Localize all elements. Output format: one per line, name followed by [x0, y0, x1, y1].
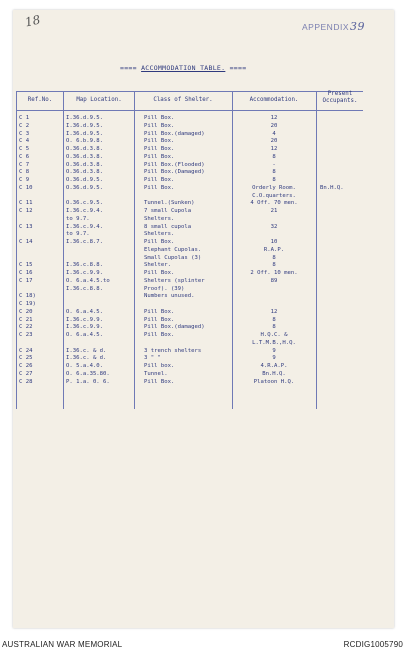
cell-map-location: O. 6.a.4.5.to	[66, 277, 110, 284]
cell-ref-no: C 7	[19, 161, 30, 168]
cell-class-of-shelter: Pill Box.(Damaged)	[144, 169, 205, 176]
cell-map-location: I.36.c.9.9.	[66, 324, 104, 331]
cell-accommodation: 8	[272, 316, 276, 323]
cell-accommodation: -	[272, 161, 276, 168]
cell-ref-no: C 27	[19, 370, 33, 377]
cell-accommodation: 89	[270, 277, 278, 284]
cell-class-of-shelter: Shelters (splinter	[144, 277, 205, 284]
cell-ref-no: C 24	[19, 347, 33, 354]
header-accommodation: Accommodation.	[249, 97, 299, 103]
cell-accommodation: 4.R.A.P.	[260, 363, 288, 369]
cell-accommodation: 20	[270, 138, 278, 145]
cell-class-of-shelter: 7 small Cupola	[144, 208, 192, 214]
cell-accommodation: 21	[270, 208, 278, 214]
cell-ref-no: C 11	[19, 200, 33, 207]
cell-accommodation: 8	[272, 254, 276, 261]
cell-class-of-shelter: Pill Box.	[144, 316, 175, 323]
cell-map-location: I.36.d.9.5.	[66, 122, 104, 129]
cell-class-of-shelter: Pill Box.	[144, 270, 175, 276]
cell-class-of-shelter: Shelter.	[144, 262, 171, 269]
cell-map-location: I.36.c.8.8.	[66, 285, 104, 292]
cell-ref-no: C 19)	[19, 301, 36, 307]
cell-class-of-shelter: Pill Box.	[144, 378, 175, 385]
appendix-stamp	[302, 20, 365, 33]
cell-accommodation: Platoon H.Q.	[253, 378, 295, 385]
appendix-number: 39	[350, 20, 365, 33]
cell-ref-no: C 13	[19, 223, 33, 230]
cell-accommodation: Bn.H.Q.	[262, 370, 286, 377]
cell-class-of-shelter: Pill Box.	[144, 122, 175, 129]
cell-accommodation: 12	[270, 146, 278, 152]
cell-class-of-shelter: Tunnel.(Sunken)	[144, 200, 195, 207]
cell-class-of-shelter: 8 small cupola	[144, 223, 192, 230]
cell-accommodation: 32	[270, 223, 278, 230]
cell-ref-no: C 26	[19, 363, 33, 369]
cell-class-of-shelter: Pill Box.(Flooded)	[144, 161, 205, 168]
cell-map-location: to 9.7.	[66, 231, 90, 238]
cell-map-location: O.36.d.9.5.	[66, 177, 104, 183]
cell-accommodation: 2 Off. 10 men.	[250, 270, 298, 276]
cell-class-of-shelter: Numbers unused.	[144, 293, 195, 300]
page-number: 18	[23, 12, 42, 30]
cell-ref-no: C 2	[19, 122, 30, 129]
cell-ref-no: C 12	[19, 208, 33, 214]
cell-map-location: I.36.c.9.9.	[66, 270, 104, 276]
cell-ref-no: C 28	[19, 378, 33, 385]
cell-class-of-shelter: Shelters.	[144, 231, 175, 238]
cell-map-location: I.36.d.9.5.	[66, 130, 104, 137]
cell-map-location: O.36.c.9.5.	[66, 200, 104, 207]
header-present-occupants: Present Occupants.	[322, 91, 358, 104]
cell-class-of-shelter: Pill Box.	[144, 138, 175, 145]
cell-ref-no: C 15	[19, 262, 33, 269]
cell-ref-no: C 21	[19, 316, 33, 323]
cell-accommodation: L.T.M.B.,H.Q.	[252, 339, 296, 346]
column-divider	[232, 91, 233, 409]
cell-map-location: O. 6.a.35.80.	[66, 370, 110, 377]
cell-class-of-shelter: Elephant Cupolas.	[144, 246, 202, 253]
cell-class-of-shelter: Pill Box.	[144, 115, 175, 121]
cell-map-location: I.36.c. & d.	[66, 355, 107, 362]
cell-accommodation: 9	[272, 347, 276, 354]
cell-accommodation: 12	[270, 308, 278, 315]
cell-accommodation: 8	[272, 324, 276, 331]
table-header-rule	[16, 110, 363, 111]
cell-ref-no: C 16	[19, 270, 33, 276]
cell-accommodation: C.O.quarters.	[252, 192, 296, 199]
cell-ref-no: C 18)	[19, 293, 36, 300]
cell-accommodation: H.Q.C. &	[260, 332, 288, 338]
cell-accommodation: 12	[270, 115, 278, 121]
cell-accommodation: Orderly Room.	[252, 184, 296, 191]
cell-class-of-shelter: Tunnel.	[144, 370, 168, 377]
cell-map-location: O. 6.a.4.5.	[66, 308, 104, 315]
cell-accommodation: 9	[272, 355, 276, 362]
cell-ref-no: C 14	[19, 239, 33, 245]
cell-map-location: I.36.c.8.7.	[66, 239, 104, 245]
cell-map-location: O. 6.b.9.8.	[66, 138, 104, 145]
cell-class-of-shelter: Pill Box.	[144, 153, 175, 160]
cell-accommodation: R.A.P.	[263, 246, 285, 253]
cell-accommodation: 20	[270, 122, 278, 129]
cell-class-of-shelter: 3 trench shelters	[144, 347, 202, 354]
cell-class-of-shelter: 3 " "	[144, 355, 161, 362]
cell-class-of-shelter: Proof). (39)	[144, 285, 185, 292]
header-ref-no: Ref.No.	[27, 97, 53, 103]
cell-map-location: I.36.c.9.4.	[66, 223, 104, 230]
cell-map-location: I.36.c.9.4.	[66, 208, 104, 214]
cell-class-of-shelter: Pill Box.(damaged)	[144, 130, 205, 137]
cell-map-location: O.36.d.3.8.	[66, 146, 104, 152]
cell-accommodation: 8	[272, 169, 276, 176]
accommodation-table	[16, 91, 363, 409]
cell-class-of-shelter: Shelters.	[144, 215, 175, 222]
cell-ref-no: C 9	[19, 177, 30, 183]
cell-class-of-shelter: Pill box.	[144, 363, 175, 369]
cell-class-of-shelter: Pill Box.	[144, 239, 175, 245]
appendix-label: APPENDIX	[302, 22, 349, 32]
cell-accommodation: 4 Off. 70 men.	[250, 200, 298, 207]
cell-map-location: O.36.d.3.8.	[66, 161, 104, 168]
cell-map-location: I.36.c.8.8.	[66, 262, 104, 269]
column-divider	[63, 91, 64, 409]
cell-accommodation: 8	[272, 262, 276, 269]
cell-class-of-shelter: Small Cupolas (3)	[144, 254, 202, 261]
cell-ref-no: C 20	[19, 308, 33, 315]
cell-ref-no: C 1	[19, 115, 30, 121]
footer-archive-name: AUSTRALIAN WAR MEMORIAL	[2, 640, 123, 649]
cell-map-location: I.36.d.9.5.	[66, 115, 104, 121]
cell-ref-no: C 22	[19, 324, 33, 331]
column-divider	[316, 91, 317, 409]
header-class-of-shelter: Class of Shelter.	[153, 97, 213, 103]
cell-ref-no: C 4	[19, 138, 30, 145]
cell-accommodation: 4	[272, 130, 276, 137]
table-top-rule	[16, 91, 363, 92]
cell-class-of-shelter: Pill Box.	[144, 177, 175, 183]
cell-accommodation: 10	[270, 239, 278, 245]
header-map-location: Map Location.	[76, 97, 122, 103]
footer-item-id: RCDIG1005790	[343, 640, 403, 649]
cell-ref-no: C 8	[19, 169, 30, 176]
cell-ref-no: C 23	[19, 332, 33, 338]
cell-ref-no: C 6	[19, 153, 30, 160]
cell-map-location: O. 5.a.4.0.	[66, 363, 104, 369]
cell-map-location: O.36.d.3.8.	[66, 153, 104, 160]
cell-class-of-shelter: Pill Box.(damaged)	[144, 324, 205, 331]
cell-map-location: I.36.c.9.9.	[66, 316, 104, 323]
cell-map-location: I.36.c. & d.	[66, 347, 107, 354]
cell-class-of-shelter: Pill Box.	[144, 332, 175, 338]
cell-ref-no: C 17	[19, 277, 33, 284]
cell-map-location: O.36.d.3.8.	[66, 169, 104, 176]
cell-map-location: P. 1.a. 0. 6.	[66, 378, 110, 385]
cell-map-location: O.36.d.9.5.	[66, 184, 104, 191]
title-text: ACCOMMODATION TABLE.	[141, 64, 226, 72]
cell-ref-no: C 25	[19, 355, 33, 362]
cell-class-of-shelter: Pill Box.	[144, 184, 175, 191]
cell-ref-no: C 10	[19, 184, 33, 191]
cell-accommodation: 8	[272, 153, 276, 160]
cell-map-location: to 9.7.	[66, 215, 90, 222]
cell-ref-no: C 3	[19, 130, 30, 137]
cell-accommodation: 8	[272, 177, 276, 183]
cell-map-location: O. 6.a.4.5.	[66, 332, 104, 338]
cell-class-of-shelter: Pill Box.	[144, 308, 175, 315]
document-title: ==== ACCOMMODATION TABLE. ====	[120, 64, 247, 72]
column-divider	[134, 91, 135, 409]
column-divider	[16, 91, 17, 409]
cell-ref-no: C 5	[19, 146, 30, 152]
cell-present-occupants: Bn.H.Q.	[320, 184, 344, 191]
cell-class-of-shelter: Pill Box.	[144, 146, 175, 152]
